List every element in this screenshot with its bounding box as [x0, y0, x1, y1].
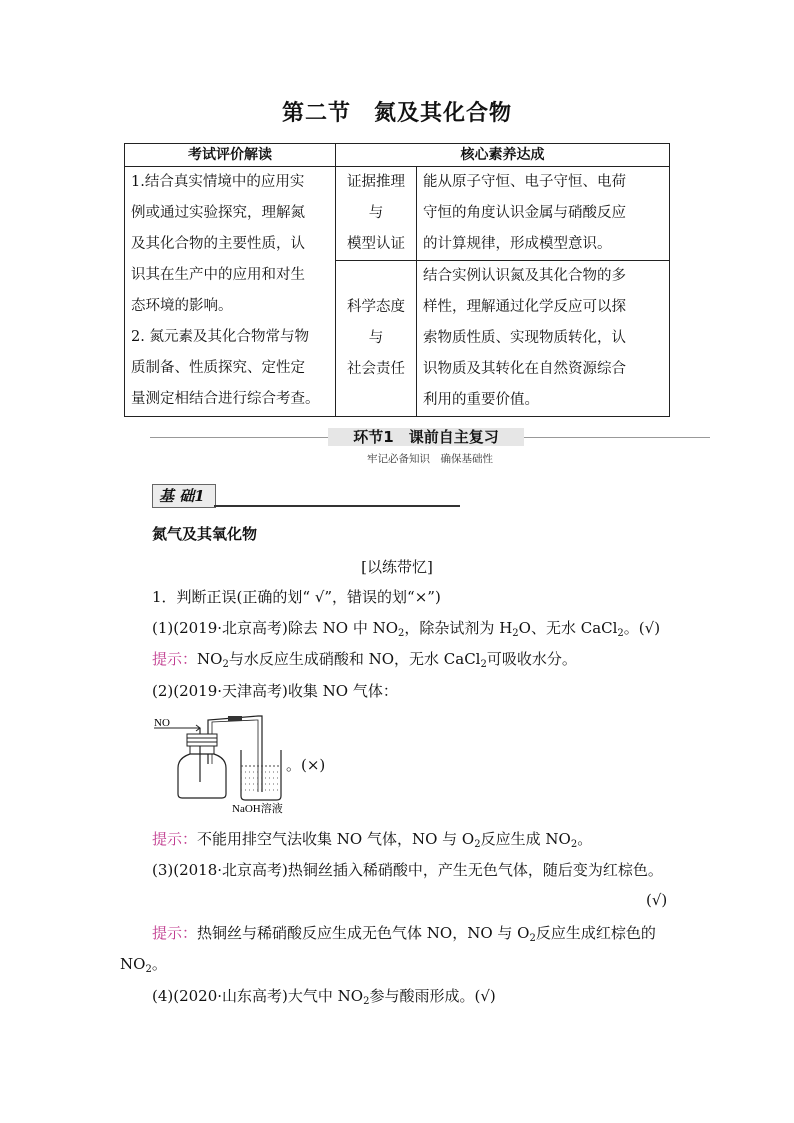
label-line: 社会责任	[347, 361, 405, 377]
topic-heading: 氮气及其氧化物	[152, 525, 258, 543]
label-line: 与	[368, 205, 384, 221]
competency-line: 的计算规律，形成模型意识。	[423, 236, 612, 252]
hint-label: 提示：	[152, 924, 198, 942]
assessment-line: 1.结合真实情境中的应用实	[131, 174, 305, 190]
basis-underline	[214, 505, 460, 507]
page-title: 第二节 氮及其化合物	[281, 101, 512, 126]
assessment-line: 及其化合物的主要性质，认	[131, 236, 305, 252]
competency-line: 能从原子守恒、电子守恒、电荷	[423, 174, 626, 190]
hint-label: 提示：	[152, 650, 198, 668]
question-1: 1．判断正误(正确的划“ √”，错误的划“×”)	[152, 588, 441, 606]
competency-label-2	[336, 261, 417, 417]
table-header-right: 核心素养达成	[336, 144, 670, 167]
section-subtitle: 牢记必备知识 确保基础性	[367, 453, 493, 465]
competency-text-1	[417, 167, 670, 261]
label-line: 证据推理	[347, 174, 405, 190]
hint-1: 提示：$NO_2$与水反应生成硝酸和 NO，无水 CaCl$_2$可吸收水分。	[152, 650, 577, 670]
assessment-text	[125, 167, 336, 417]
goals-table	[124, 143, 670, 417]
hint-3: 提示：热铜丝与稀硝酸反应生成无色气体 NO，NO 与 $O_2$反应生成红棕色的	[152, 924, 656, 944]
item-2: (2)(2019·天津高考)收集 NO 气体：	[152, 682, 398, 700]
competency-label-1	[336, 167, 417, 261]
section-divider-left	[150, 437, 330, 438]
competency-line: 样性，理解通过化学反应可以探	[423, 299, 626, 315]
assessment-line: 识其在生产中的应用和对生	[131, 267, 305, 283]
figure-label-no: NO	[154, 717, 170, 729]
item-1: (1)(2019·北京高考)除去 NO 中 $NO_2$，除杂试剂为 $H_2O$、无水 CaCl$_2$。(√)	[152, 619, 661, 639]
practice-label: [以练带忆]	[361, 558, 433, 576]
competency-line: 结合实例认识氮及其化合物的多	[423, 268, 626, 284]
competency-line: 识物质及其转化在自然资源综合	[423, 361, 626, 377]
item-4: (4)(2020·山东高考)大气中 $NO_2$参与酸雨形成。(√)	[152, 987, 496, 1007]
assessment-line: 态环境的影响。	[131, 298, 233, 314]
item-3-mark: (√)	[646, 891, 668, 909]
figure-label-naoh: NaOH溶液	[232, 803, 283, 815]
assessment-line: 2. 氮元素及其化合物常与物	[131, 329, 309, 345]
label-line: 与	[368, 330, 384, 346]
assessment-line: 质制备、性质探究、定性定	[131, 360, 305, 376]
hint-label: 提示：	[152, 830, 198, 848]
item-3: (3)(2018·北京高考)热铜丝插入稀硝酸中，产生无色气体，随后变为红棕色。	[152, 861, 663, 879]
basis-tag: 基 础1	[152, 484, 216, 508]
competency-line: 守恒的角度认识金属与硝酸反应	[423, 205, 626, 221]
hint-3-cont: $NO_2$。	[120, 955, 167, 975]
item-2-mark: 。(×)	[286, 756, 326, 774]
assessment-line: 量测定相结合进行综合考查。	[131, 391, 320, 407]
label-line: 模型认证	[347, 236, 405, 252]
section-heading: 环节1 课前自主复习	[328, 428, 524, 446]
basis-header	[152, 484, 462, 508]
table-header-left: 考试评价解读	[125, 144, 336, 167]
competency-text-2	[417, 261, 670, 417]
section-divider-right	[524, 437, 710, 438]
competency-line: 利用的重要价值。	[423, 392, 539, 408]
hint-2: 提示：不能用排空气法收集 NO 气体，NO 与 $O_2$反应生成 $NO_2$。	[152, 830, 593, 850]
assessment-line: 例或通过实验探究，理解氮	[131, 205, 305, 221]
label-line: 科学态度	[347, 299, 405, 315]
competency-line: 索物质性质、实现物质转化，认	[423, 330, 626, 346]
